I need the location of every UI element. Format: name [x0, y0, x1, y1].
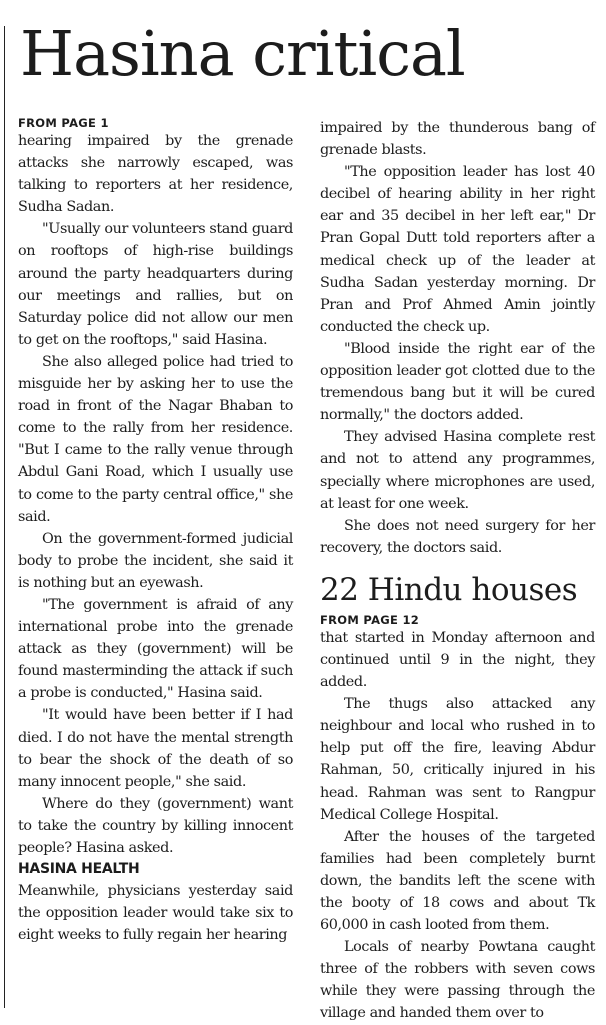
paragraph: After the houses of the targeted families had been completely burnt down, the bandits left the scene with the booty of 18 cows and about Tk 60,000 in cash looted from them. — [320, 828, 595, 934]
paragraph: The thugs also attacked any neighbour and local who rushed in to help put off the fire, leaving Abdur Rahman, 50, critically injured in his head. Rahman was sent to Rangpur Medical College Hospital. — [320, 696, 595, 823]
paragraph: On the government-formed judicial body to probe the incident, she said it is nothing but an eyewash. — [18, 530, 293, 591]
paragraph: impaired by the thunderous bang of grenade blasts. — [320, 120, 595, 159]
paragraph: that started in Monday afternoon and continued until 9 in the night, they added. — [320, 629, 595, 691]
paragraph: "Usually our volunteers stand guard on rooftops of high-rise buildings around the party headquarters during our meetings and rallies, but on Saturday police did not allow our men to get on the rooftops," said Hasina. — [18, 221, 293, 348]
kicker-from-page-12: FROM PAGE 12 — [320, 612, 420, 627]
paragraph: "The opposition leader has lost 40 decibel of hearing ability in her right ear and 35 decibel in her left ear," Dr Pran Gopal Dutt told reporters after a medical check up of the leader at Sudha Sadan yesterday morning. Dr Pran and Prof Ahmed Amin jointly conducted the check up. — [320, 164, 595, 335]
kicker-from-page-1: FROM PAGE 1 — [18, 116, 109, 130]
column-rule — [4, 26, 5, 1008]
paragraph: Meanwhile, physicians yesterday said the opposition leader would take six to eight weeks to fully regain her hearing — [18, 883, 293, 944]
story2-headline: 22 Hindu houses — [320, 571, 578, 608]
subhead-hasina-health: HASINA HEALTH — [18, 861, 140, 878]
paragraph: She does not need surgery for her recovery, the doctors said. — [320, 517, 595, 556]
paragraph: "The government is afraid of any international probe into the grenade attack as they (government) will be found masterminding the attack if such a probe is conducted," Hasina said. — [18, 596, 293, 702]
paragraph: Where do they (government) want to take the country by killing innocent people? Hasina asked. — [18, 795, 293, 856]
paragraph: They advised Hasina complete rest and not to attend any programmes, specially where microphones are used, at least for one week. — [320, 429, 595, 512]
headline: Hasina critical — [20, 17, 465, 90]
left-column — [18, 115, 293, 946]
paragraph: "Blood inside the right ear of the opposition leader got clotted due to the tremendous bang but it will be cured normally," the doctors added. — [320, 340, 595, 424]
paragraph: Locals of nearby Powtana caught three of the robbers with seven cows while they were passing through the village and handed them over to — [320, 939, 595, 1022]
paragraph: She also alleged police had tried to misguide her by asking her to use the road in front of the Nagar Bhaban to come to the rally from her residence. "But I came to the rally venue through Abdul Gani Road, which I usually use to come to the party central office," she said. — [18, 353, 293, 525]
paragraph: "It would have been better if I had died. I do not have the mental strength to bear the shock of the death of so many innocent people," she said. — [18, 707, 293, 790]
right-column — [320, 117, 595, 1025]
paragraph: hearing impaired by the grenade attacks she narrowly escaped, was talking to reporters at her residence, Sudha Sadan. — [18, 133, 293, 216]
